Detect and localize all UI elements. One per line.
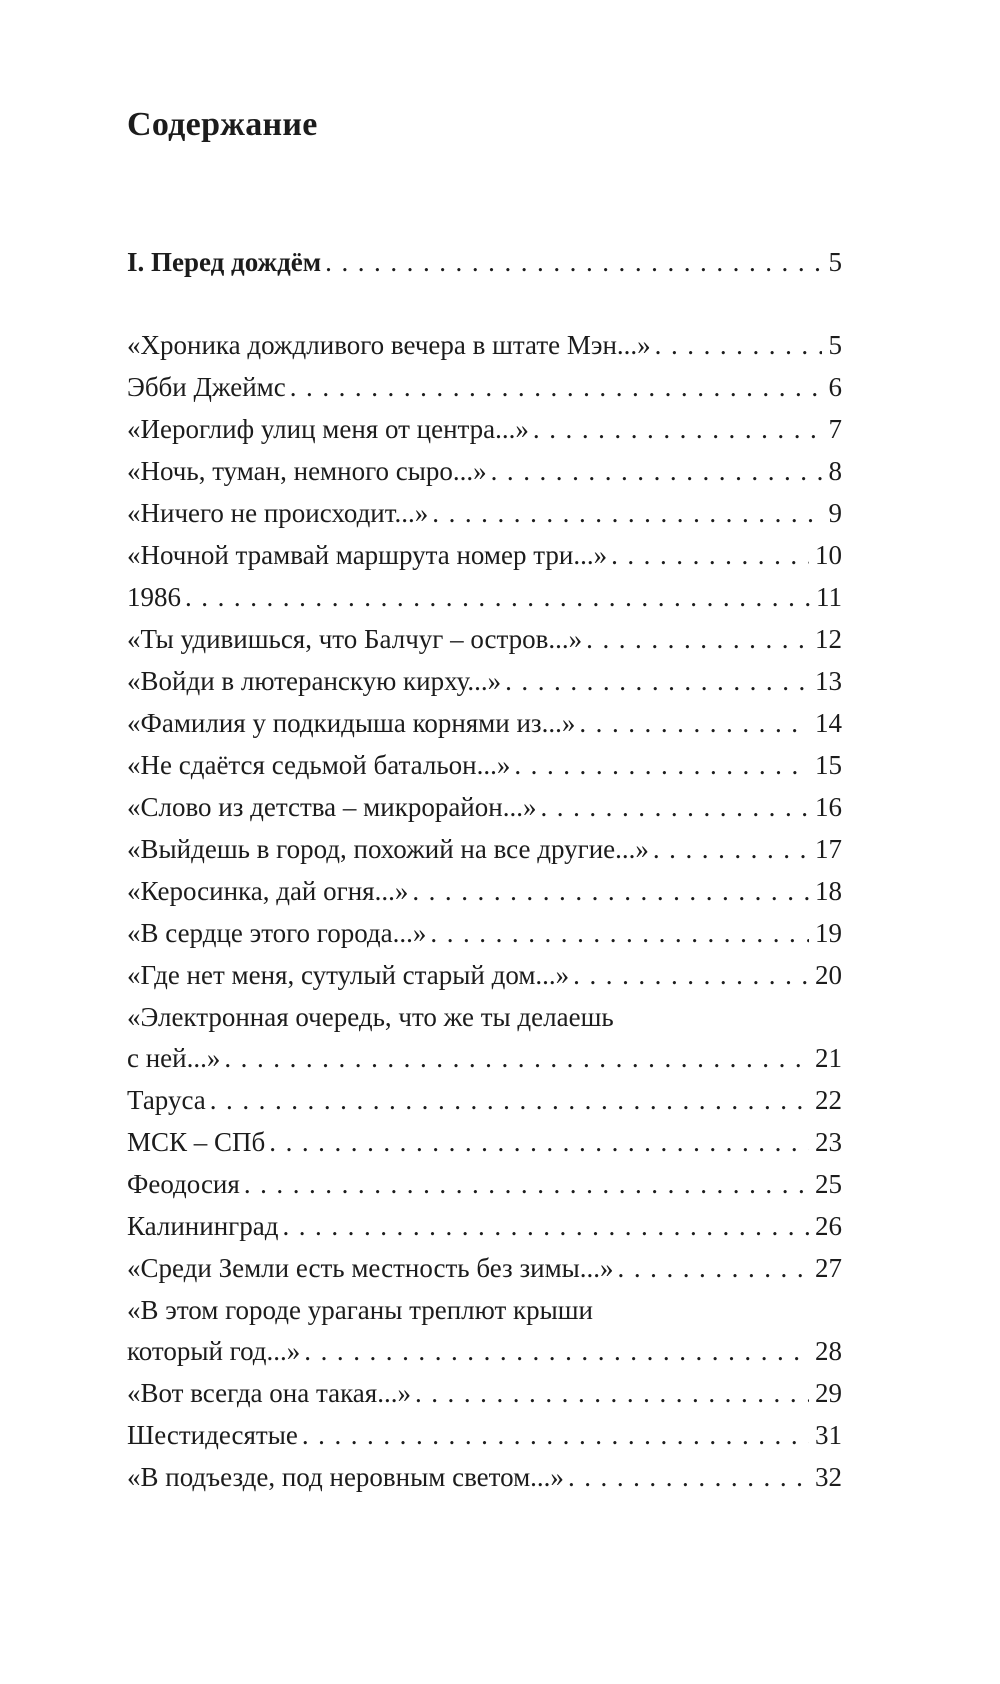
entry-title: «Ничего не происходит...» bbox=[127, 498, 429, 528]
toc-entry bbox=[127, 1079, 842, 1121]
entry-title: который год...» bbox=[127, 1336, 301, 1366]
toc-entry bbox=[127, 1330, 842, 1372]
dot-leader bbox=[185, 576, 810, 618]
entry-page-number: 13 bbox=[815, 666, 842, 696]
dot-leader bbox=[302, 1414, 809, 1456]
entry-title: с ней...» bbox=[127, 1043, 221, 1073]
entry-title: МСК – СПб bbox=[127, 1127, 266, 1157]
dot-leader bbox=[579, 702, 809, 744]
entry-title: «Войди в лютеранскую кирху...» bbox=[127, 666, 502, 696]
dot-leader bbox=[533, 408, 822, 450]
entry-title: «Ты удивишься, что Балчуг – остров...» bbox=[127, 624, 583, 654]
toc-entries bbox=[127, 324, 842, 1498]
toc-entry bbox=[127, 1414, 842, 1456]
dot-leader bbox=[224, 1037, 809, 1079]
toc-entry bbox=[127, 1205, 842, 1247]
toc-entry bbox=[127, 1247, 842, 1289]
entry-title: «В подъезде, под неровным светом...» bbox=[127, 1462, 564, 1492]
dot-leader bbox=[430, 912, 809, 954]
entry-page-number: 28 bbox=[815, 1336, 842, 1366]
entry-page-number: 7 bbox=[828, 414, 842, 444]
toc-entry bbox=[127, 786, 842, 828]
entry-page-number: 9 bbox=[828, 498, 842, 528]
dot-leader bbox=[540, 786, 809, 828]
toc-section-heading bbox=[127, 241, 842, 283]
entry-page-number: 17 bbox=[815, 834, 842, 864]
dot-leader bbox=[290, 366, 822, 408]
entry-title-line1: «Электронная очередь, что же ты делаешь bbox=[127, 1002, 614, 1032]
entry-title: «Среди Земли есть местность без зимы...» bbox=[127, 1253, 614, 1283]
entry-title: Эбби Джеймс bbox=[127, 372, 286, 402]
section-label: I. Перед дождём bbox=[127, 247, 322, 277]
entry-page-number: 29 bbox=[815, 1378, 842, 1408]
toc-entry bbox=[127, 1372, 842, 1414]
entry-title: «Ночной трамвай маршрута номер три...» bbox=[127, 540, 608, 570]
entry-title: «Выйдешь в город, похожий на все другие...» bbox=[127, 834, 649, 864]
dot-leader bbox=[244, 1163, 809, 1205]
dot-leader bbox=[514, 744, 809, 786]
toc-entry bbox=[127, 954, 842, 996]
dot-leader bbox=[210, 1079, 809, 1121]
entry-page-number: 26 bbox=[815, 1211, 842, 1241]
entry-page-number: 5 bbox=[828, 330, 842, 360]
entry-page-number: 18 bbox=[815, 876, 842, 906]
entry-title: Таруса bbox=[127, 1085, 206, 1115]
entry-page-number: 22 bbox=[815, 1085, 842, 1115]
entry-title: «Вот всегда она такая...» bbox=[127, 1378, 411, 1408]
entry-title: Феодосия bbox=[127, 1169, 240, 1199]
entry-title: «Хроника дождливого вечера в штате Мэн...» bbox=[127, 330, 651, 360]
toc-entry bbox=[127, 366, 842, 408]
dot-leader bbox=[655, 324, 822, 366]
dot-leader bbox=[505, 660, 809, 702]
dot-leader bbox=[282, 1205, 809, 1247]
toc-entry bbox=[127, 1163, 842, 1205]
toc-entry bbox=[127, 828, 842, 870]
entry-title: «Не сдаётся седьмой батальон...» bbox=[127, 750, 511, 780]
dot-leader bbox=[304, 1330, 809, 1372]
entry-page-number: 32 bbox=[815, 1462, 842, 1492]
entry-title: «Фамилия у подкидыша корнями из...» bbox=[127, 708, 576, 738]
entry-page-number: 31 bbox=[815, 1420, 842, 1450]
toc-section bbox=[127, 241, 842, 283]
dot-leader bbox=[618, 1247, 809, 1289]
entry-title: «Слово из детства – микрорайон...» bbox=[127, 792, 537, 822]
dot-leader bbox=[653, 828, 809, 870]
entry-title: «Керосинка, дай огня...» bbox=[127, 876, 409, 906]
entry-page-number: 14 bbox=[815, 708, 842, 738]
entry-page-number: 19 bbox=[815, 918, 842, 948]
toc-entry bbox=[127, 618, 842, 660]
toc-entry bbox=[127, 912, 842, 954]
toc-entry-first-line bbox=[127, 1289, 842, 1330]
toc-entry bbox=[127, 408, 842, 450]
toc-entry bbox=[127, 324, 842, 366]
toc-entry-first-line bbox=[127, 996, 842, 1037]
entry-page-number: 10 bbox=[815, 540, 842, 570]
page-title: Содержание bbox=[127, 106, 318, 143]
toc-entry bbox=[127, 450, 842, 492]
toc-entry bbox=[127, 702, 842, 744]
entry-title: «В сердце этого города...» bbox=[127, 918, 427, 948]
dot-leader bbox=[586, 618, 809, 660]
dot-leader bbox=[491, 450, 822, 492]
entry-title: «Где нет меня, сутулый старый дом...» bbox=[127, 960, 570, 990]
toc-entry bbox=[127, 492, 842, 534]
dot-leader bbox=[611, 534, 809, 576]
entry-title: «Ночь, туман, немного сыро...» bbox=[127, 456, 487, 486]
toc-entry bbox=[127, 744, 842, 786]
entry-page-number: 23 bbox=[815, 1127, 842, 1157]
entry-page-number: 16 bbox=[815, 792, 842, 822]
dot-leader bbox=[432, 492, 822, 534]
entry-page-number: 8 bbox=[828, 456, 842, 486]
toc-entry bbox=[127, 660, 842, 702]
entry-title: 1986 bbox=[127, 582, 181, 612]
entry-page-number: 11 bbox=[816, 582, 842, 612]
entry-title: «Иероглиф улиц меня от центра...» bbox=[127, 414, 529, 444]
entry-page-number: 20 bbox=[815, 960, 842, 990]
entry-page-number: 6 bbox=[828, 372, 842, 402]
dot-leader bbox=[415, 1372, 809, 1414]
toc-entry bbox=[127, 1121, 842, 1163]
dot-leader bbox=[269, 1121, 809, 1163]
entry-title: Шестидесятые bbox=[127, 1420, 298, 1450]
entry-title-line1: «В этом городе ураганы треплют крыши bbox=[127, 1295, 593, 1325]
toc-entry bbox=[127, 870, 842, 912]
dot-leader bbox=[412, 870, 809, 912]
entry-title: Калининград bbox=[127, 1211, 279, 1241]
section-page-number: 5 bbox=[828, 247, 842, 277]
dot-leader bbox=[568, 1456, 809, 1498]
entry-page-number: 27 bbox=[815, 1253, 842, 1283]
toc-entry bbox=[127, 1456, 842, 1498]
toc-entry bbox=[127, 1037, 842, 1079]
toc-entry bbox=[127, 534, 842, 576]
dot-leader bbox=[573, 954, 809, 996]
toc-entry bbox=[127, 576, 842, 618]
entry-page-number: 12 bbox=[815, 624, 842, 654]
dot-leader bbox=[325, 241, 822, 283]
entry-page-number: 21 bbox=[815, 1043, 842, 1073]
entry-page-number: 25 bbox=[815, 1169, 842, 1199]
entry-page-number: 15 bbox=[815, 750, 842, 780]
